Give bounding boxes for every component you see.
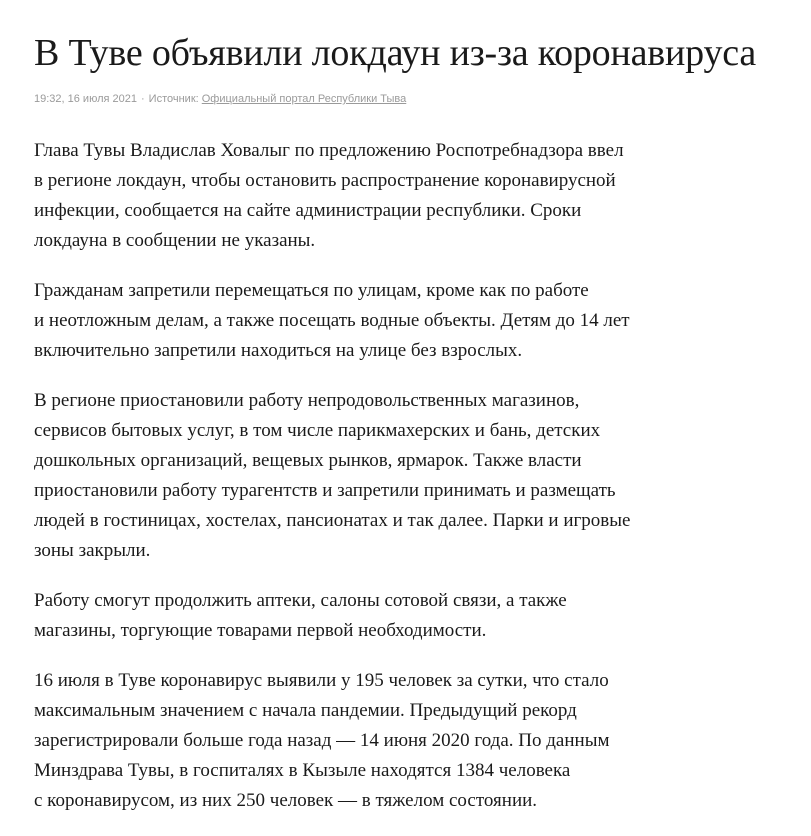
paragraph-line: Глава Тувы Владислав Ховалыг по предложению Роспотребнадзора ввел	[34, 140, 624, 161]
paragraph-line: зоны закрыли.	[34, 540, 151, 561]
article-paragraph	[34, 666, 779, 816]
source-label: Источник:	[148, 93, 199, 105]
meta-separator: ·	[141, 93, 145, 105]
paragraph-line: и неотложным делам, а также посещать водные объекты. Детям до 14 лет	[34, 310, 630, 331]
paragraph-line: включительно запретили находиться на улице без взрослых.	[34, 340, 523, 361]
paragraph-line: Работу смогут продолжить аптеки, салоны сотовой связи, а также	[34, 590, 567, 611]
paragraph-line: максимальным значением с начала пандемии. Предыдущий рекорд	[34, 700, 577, 721]
paragraph-line: сервисов бытовых услуг, в том числе парикмахерских и бань, детских	[34, 420, 601, 441]
paragraph-line: в регионе локдаун, чтобы остановить распространение коронавирусной	[34, 170, 616, 191]
paragraph-line: В регионе приостановили работу непродовольственных магазинов,	[34, 390, 580, 411]
paragraph-line: приостановили работу турагентств и запретили принимать и размещать	[34, 480, 616, 501]
paragraph-line: локдауна в сообщении не указаны.	[34, 230, 316, 251]
paragraph-line: Минздрава Тувы, в госпиталях в Кызыле находятся 1384 человека	[34, 760, 571, 781]
article-paragraph	[34, 276, 779, 366]
article-paragraph	[34, 586, 779, 646]
paragraph-line: с коронавирусом, из них 250 человек — в тяжелом состоянии.	[34, 790, 538, 811]
article-paragraph	[34, 386, 779, 566]
paragraph-line: зарегистрировали больше года назад — 14 июня 2020 года. По данным	[34, 730, 610, 751]
article-paragraph	[34, 136, 779, 256]
paragraph-line: магазины, торгующие товарами первой необходимости.	[34, 620, 487, 641]
paragraph-line: 16 июля в Туве коронавирус выявили у 195 человек за сутки, что стало	[34, 670, 609, 691]
paragraph-line: людей в гостиницах, хостелах, пансионатах и так далее. Парки и игровые	[34, 510, 631, 531]
paragraph-line: дошкольных организаций, вещевых рынков, ярмарок. Также власти	[34, 450, 582, 471]
publish-datetime: 19:32, 16 июля 2021	[34, 93, 137, 105]
paragraph-line: Гражданам запретили перемещаться по улицам, кроме как по работе	[34, 280, 589, 301]
article-title: В Туве объявили локдаун из-за коронавируса	[34, 32, 757, 74]
source-link[interactable]: Официальный портал Республики Тыва	[201, 93, 407, 105]
news-article	[34, 0, 779, 836]
article-body	[34, 136, 779, 816]
article-meta	[34, 92, 779, 106]
paragraph-line: инфекции, сообщается на сайте администрации республики. Сроки	[34, 200, 582, 221]
